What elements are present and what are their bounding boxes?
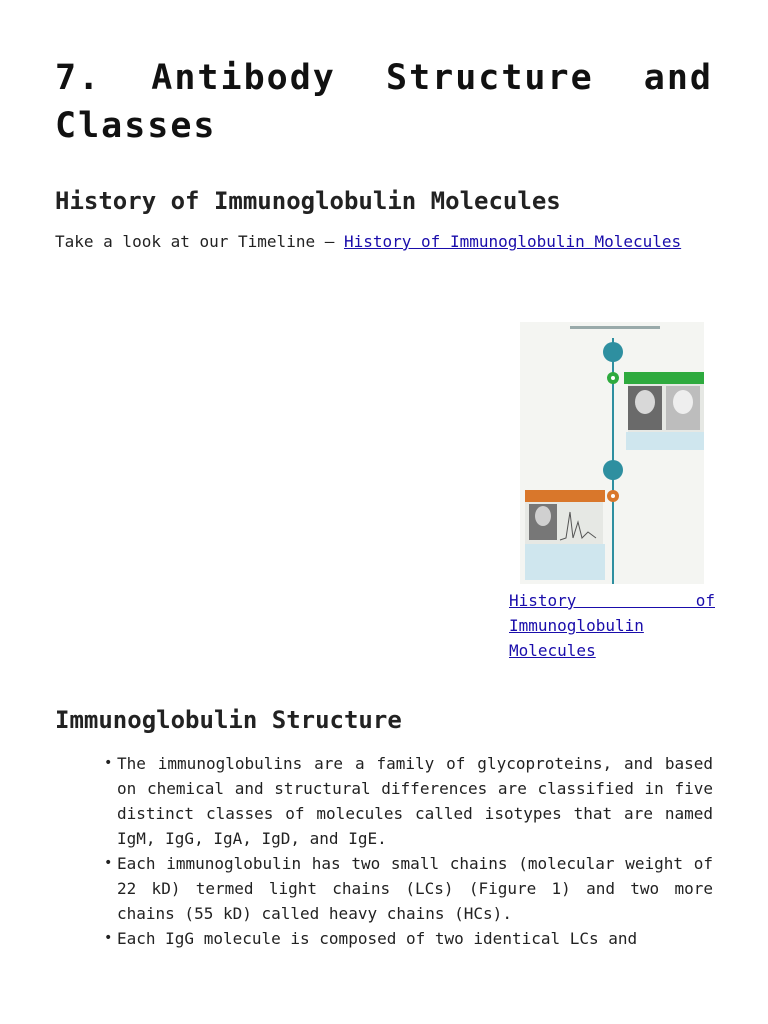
bullet-icon: • — [104, 755, 113, 771]
figure-caption-link[interactable]: History of Immunoglobulin Molecules — [509, 591, 715, 660]
page-title: 7. Antibody Structure and Classes — [55, 58, 713, 146]
list-item — [104, 926, 713, 951]
list-item-text: Each IgG molecule is composed of two identical LCs and — [117, 929, 638, 948]
timeline-intro — [55, 230, 713, 254]
intro-text: Take a look at our Timeline – — [55, 232, 344, 251]
bullet-icon: • — [104, 855, 113, 871]
structure-bullet-list — [104, 751, 713, 951]
bullet-icon: • — [104, 930, 113, 946]
list-item-text: The immunoglobulins are a family of glycoproteins, and based on chemical and structural differences are classified in five distinct classes of molecules called isotypes that are named IgM, IgG, IgA, IgD, and IgE. — [117, 754, 713, 848]
timeline-thumbnail-image[interactable] — [520, 322, 704, 584]
section-heading-structure: Immunoglobulin Structure — [55, 706, 402, 734]
list-item — [104, 851, 713, 926]
list-item — [104, 751, 713, 851]
timeline-link[interactable]: History of Immunoglobulin Molecules — [343, 232, 682, 251]
list-item-text: Each immunoglobulin has two small chains (molecular weight of 22 kD) termed light chains (LCs) (Figure 1) and two more chains (55 kD) called heavy chains (HCs). — [117, 854, 713, 923]
section-heading-history: History of Immunoglobulin Molecules — [55, 187, 561, 215]
figure-caption — [509, 588, 715, 663]
timeline-figure — [519, 322, 715, 584]
timeline-thumbnail-graphic — [520, 322, 704, 584]
